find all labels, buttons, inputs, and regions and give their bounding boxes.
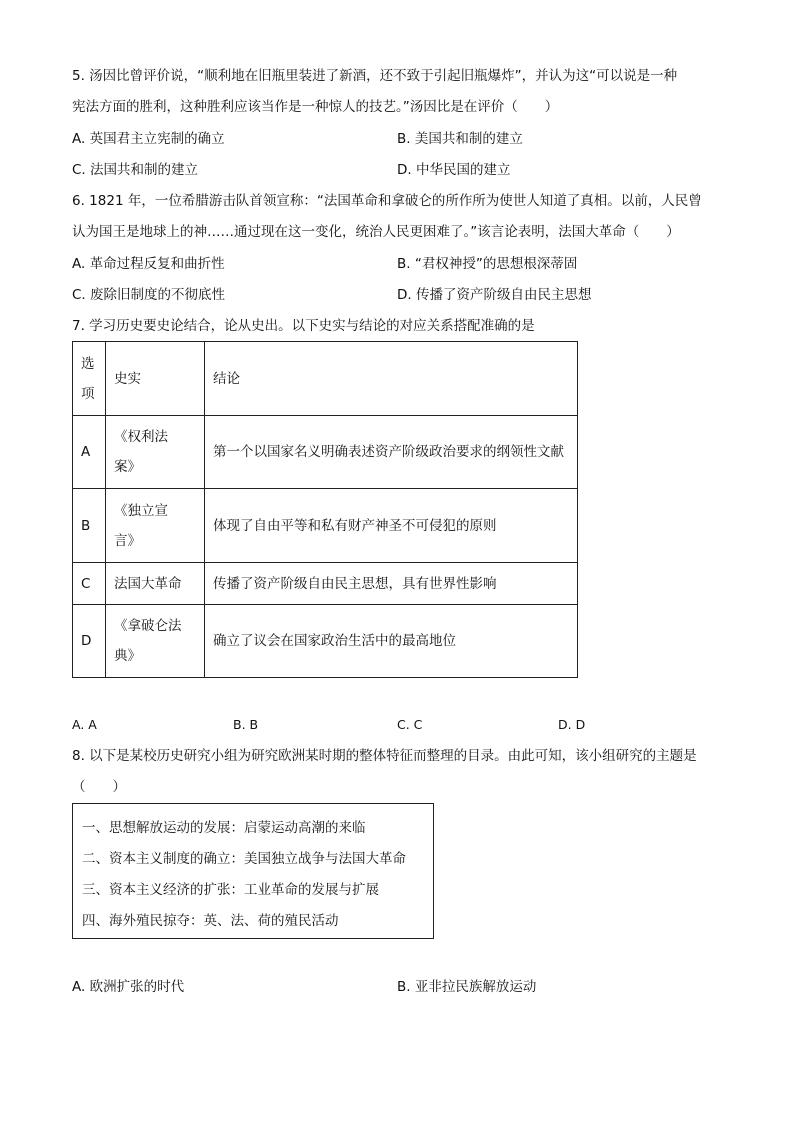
q8-option-a[interactable]: A. 欧洲扩张的时代 xyxy=(72,979,185,995)
table-row xyxy=(73,489,578,563)
table-row xyxy=(73,605,578,678)
row-fact: 《权利法案》 xyxy=(106,416,205,489)
q6-option-d[interactable]: D. 传播了资产阶级自由民主思想 xyxy=(397,287,592,303)
q6-option-b[interactable]: B. “君权神授”的思想根深蒂固 xyxy=(397,256,578,272)
row-fact: 法国大革命 xyxy=(106,563,205,605)
q7-option-d[interactable]: D. D xyxy=(558,717,586,732)
contents-item: 一、思想解放运动的发展：启蒙运动高潮的来临 xyxy=(82,820,366,836)
row-fact: 《独立宣言》 xyxy=(106,489,205,563)
q7-option-a[interactable]: A. A xyxy=(72,717,97,732)
header-conclusion: 结论 xyxy=(205,342,578,416)
header-fact: 史实 xyxy=(106,342,205,416)
q5-option-b[interactable]: B. 美国共和制的建立 xyxy=(397,131,523,147)
q7-option-b[interactable]: B. B xyxy=(233,717,259,732)
header-option: 选项 xyxy=(73,342,106,416)
q8-stem: 8. 以下是某校历史研究小组为研究欧洲某时期的整体特征而整理的目录。由此可知，该小组研究的主题是 xyxy=(72,748,697,764)
row-option: A xyxy=(73,416,106,489)
row-conclusion: 确立了议会在国家政治生活中的最高地位 xyxy=(205,605,578,678)
row-option: D xyxy=(73,605,106,678)
row-conclusion: 第一个以国家名义明确表述资产阶级政治要求的纲领性文献 xyxy=(205,416,578,489)
contents-item: 三、资本主义经济的扩张：工业革命的发展与扩展 xyxy=(82,882,379,898)
q6-option-c[interactable]: C. 废除旧制度的不彻底性 xyxy=(72,287,226,303)
table-row xyxy=(73,563,578,605)
row-conclusion: 传播了资产阶级自由民主思想，具有世界性影响 xyxy=(205,563,578,605)
contents-item: 四、海外殖民掠夺：英、法、荷的殖民活动 xyxy=(82,913,339,929)
q8-answer-paren: （ ） xyxy=(72,779,126,795)
row-fact: 《拿破仑法典》 xyxy=(106,605,205,678)
q6-stem-line2: 认为国王是地球上的神……通过现在这一变化，统治人民更困难了。”该言论表明，法国大革命（ ） xyxy=(72,224,680,240)
q6-option-a[interactable]: A. 革命过程反复和曲折性 xyxy=(72,256,225,272)
q7-stem: 7. 学习历史要史论结合，论从史出。以下史实与结论的对应关系搭配准确的是 xyxy=(72,318,535,334)
table-header-row xyxy=(73,342,578,416)
q5-option-a[interactable]: A. 英国君主立宪制的确立 xyxy=(72,131,225,147)
q8-option-b[interactable]: B. 亚非拉民族解放运动 xyxy=(397,979,537,995)
contents-item: 二、资本主义制度的确立：美国独立战争与法国大革命 xyxy=(82,851,406,867)
q5-option-c[interactable]: C. 法国共和制的建立 xyxy=(72,162,199,178)
q5-option-d[interactable]: D. 中华民国的建立 xyxy=(397,162,511,178)
q7-table xyxy=(72,341,578,678)
row-option: B xyxy=(73,489,106,563)
q6-stem-line1: 6. 1821 年，一位希腊游击队首领宣称：“法国革命和拿破仑的所作所为使世人知道了真相。以前，人民曾 xyxy=(72,193,702,209)
q5-stem-line1: 5. 汤因比曾评价说，“顺利地在旧瓶里装进了新酒，还不致于引起旧瓶爆炸”，并认为这“可以说是一种 xyxy=(72,68,678,84)
row-conclusion: 体现了自由平等和私有财产神圣不可侵犯的原则 xyxy=(205,489,578,563)
table-row xyxy=(73,416,578,489)
q7-option-c[interactable]: C. C xyxy=(397,717,423,732)
row-option: C xyxy=(73,563,106,605)
q8-contents-box xyxy=(72,803,434,939)
q5-stem-line2: 宪法方面的胜利，这种胜利应该当作是一种惊人的技艺。”汤因比是在评价（ ） xyxy=(72,99,559,115)
